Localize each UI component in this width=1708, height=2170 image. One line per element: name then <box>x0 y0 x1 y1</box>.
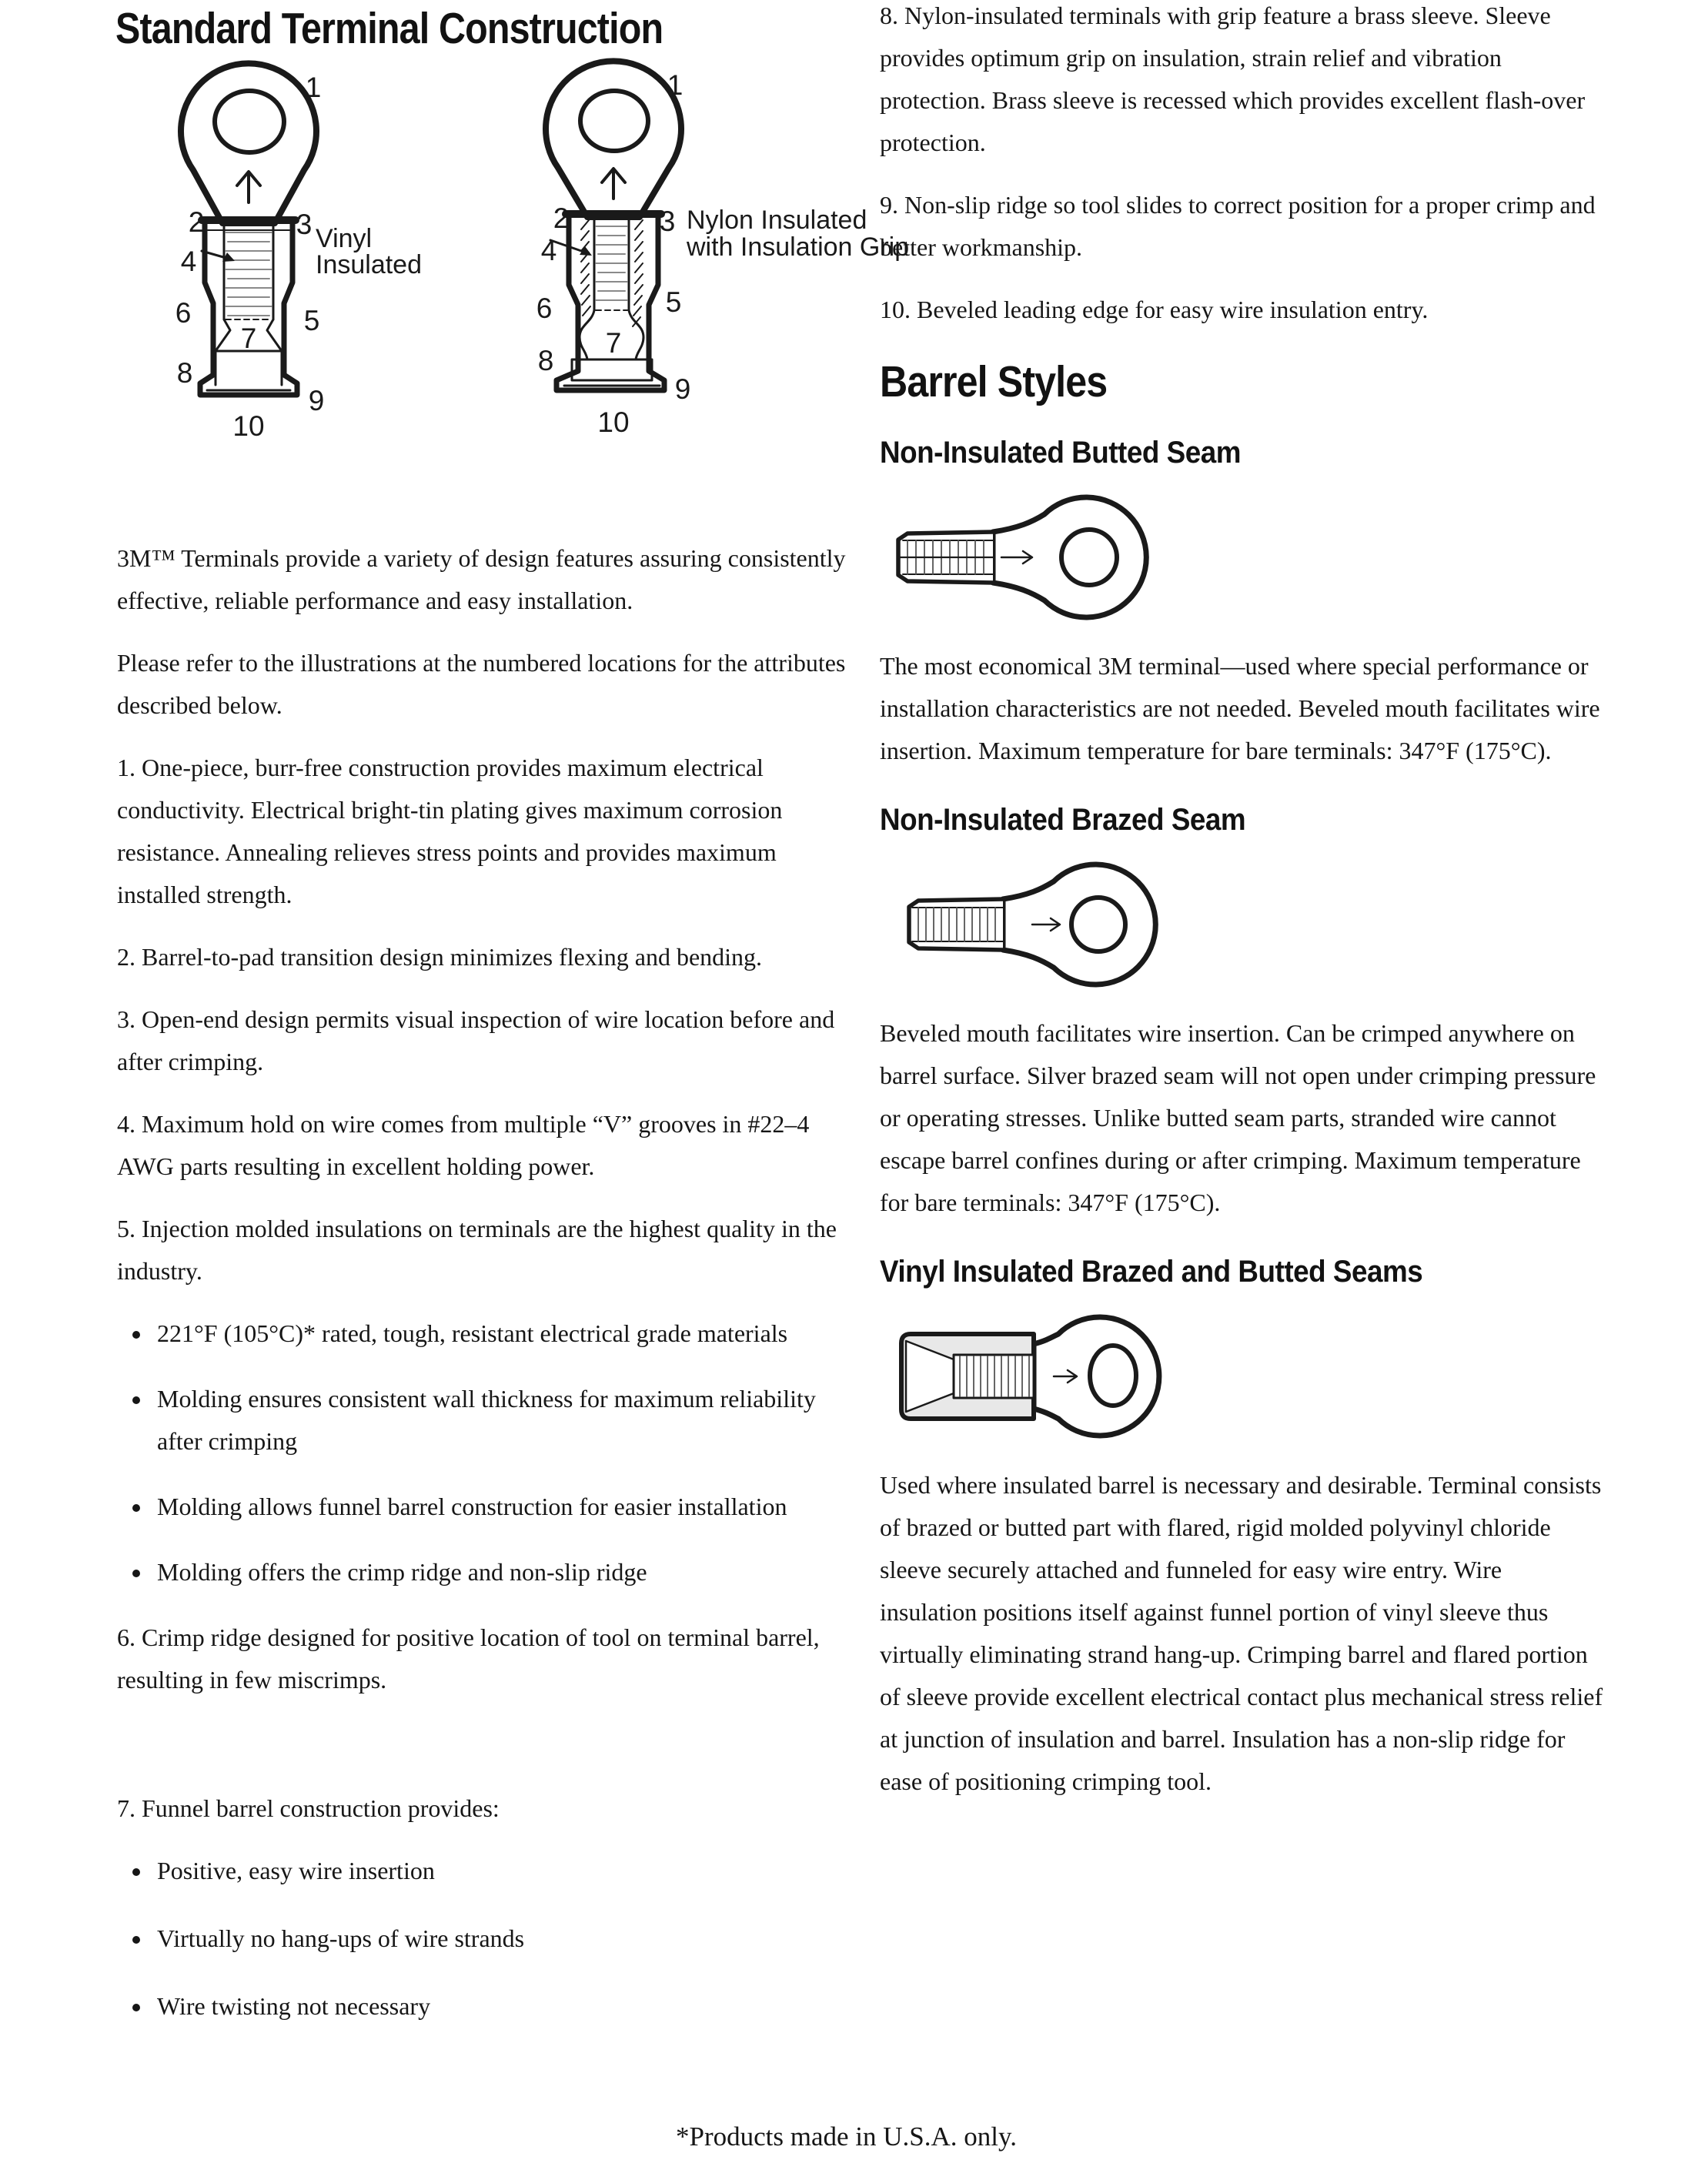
ring-hole <box>580 91 648 151</box>
callout-5: 5 <box>303 305 320 336</box>
made-in-usa-footnote: *Products made in U.S.A. only. <box>676 2122 1017 2152</box>
feature-3: 3. Open-end design permits visual inspection of wire location before and after crimping. <box>117 1005 835 1075</box>
non-insulated-butted-seam-diagram <box>880 491 1165 624</box>
list-item: • Positive, easy wire insertion <box>152 1850 850 1892</box>
funnel-bullet-list <box>117 1850 850 2028</box>
section-heading: Non-Insulated Butted Seam <box>880 436 1241 470</box>
ring-hole <box>215 91 284 152</box>
grip-curve-left <box>580 310 594 359</box>
list-item: • Molding allows funnel barrel construction for easier installation <box>152 1486 850 1528</box>
feature-6: 6. Crimp ridge designed for positive location of tool on terminal barrel, resulting in few miscrimps. <box>117 1623 820 1694</box>
cup-outline <box>207 351 290 390</box>
intro-paragraph-2: Please refer to the illustrations at the numbered locations for the attributes described below. <box>117 649 846 719</box>
right-column <box>880 0 1603 1826</box>
barrel-sides <box>224 224 273 319</box>
list-item: • Virtually no hang-ups of wire strands <box>152 1918 850 1960</box>
page-title: Standard Terminal Construction <box>115 4 663 53</box>
non-insulated-brazed-seam-diagram <box>880 858 1165 991</box>
vinyl-insulated-seam-diagram <box>880 1310 1172 1443</box>
callout-6: 6 <box>175 297 192 329</box>
standard-terminal-construction-figure <box>0 54 954 523</box>
section-body: Beveled mouth facilitates wire insertion. Can be crimped anywhere on barrel surface. Silver brazed seam will not open under crimping pressure or operating stresses. Unlike butted seam parts, stranded wire cannot escape barrel confines during or after crimping. Maximum temperature for bare terminals: 347°F (175°C). <box>880 1019 1596 1216</box>
section-heading: Non-Insulated Brazed Seam <box>880 803 1246 837</box>
grip-curve-right <box>629 310 643 359</box>
molding-bullet-list <box>117 1312 850 1593</box>
nylon-insulated-terminal-diagram <box>506 54 937 516</box>
barrel-outline <box>909 899 1003 950</box>
vinyl-label-line1: Vinyl <box>316 224 373 253</box>
callout-7: 7 <box>240 323 257 354</box>
feature-1: 1. One-piece, burr-free construction provides maximum electrical conductivity. Electrical bright-tin plating gives maximum corrosion resistance. Annealing relieves stress points and provides maximum installed strength. <box>117 754 783 908</box>
callout-8: 8 <box>537 345 554 376</box>
callout-2: 2 <box>188 206 205 238</box>
callout-2: 2 <box>553 202 570 234</box>
list-item: • Molding ensures consistent wall thickness for maximum reliability after crimping <box>152 1378 850 1463</box>
callout-9: 9 <box>308 385 325 416</box>
intro-paragraph-1: 3M™ Terminals provide a variety of design features assuring consistently effective, reliable performance and easy installation. <box>117 544 846 614</box>
section-vinyl-insulated <box>880 1255 1603 1803</box>
feature-2: 2. Barrel-to-pad transition design minimizes flexing and bending. <box>117 943 763 971</box>
list-item: • 221°F (105°C)* rated, tough, resistant electrical grade materials <box>152 1312 850 1355</box>
vinyl-insulated-terminal-diagram <box>141 54 433 516</box>
feature-7: 7. Funnel barrel construction provides: <box>117 1794 500 1822</box>
ring-hole <box>1071 898 1125 951</box>
section-heading: Vinyl Insulated Brazed and Butted Seams <box>880 1255 1423 1289</box>
barrel-serrations <box>596 226 627 300</box>
callout-3: 3 <box>659 206 676 237</box>
section-body: The most economical 3M terminal—used where special performance or installation characteristics are not needed. Beveled mouth facilitates wire insertion. Maximum temperature for bare terminals: 347°F (175°C). <box>880 652 1600 764</box>
feature-10: 10. Beveled leading edge for easy wire insulation entry. <box>880 296 1429 323</box>
feature-8: 8. Nylon-insulated terminals with grip feature a brass sleeve. Sleeve provides optimum grip on insulation, strain relief and vibration protection. Brass sleeve is recessed which provides excellent flash-over protection. <box>880 2 1586 156</box>
callout-4: 4 <box>540 235 557 266</box>
callout-1: 1 <box>667 69 684 101</box>
barrel-styles-heading: Barrel Styles <box>880 357 1108 406</box>
barrel-serrations <box>226 232 272 316</box>
feature-4: 4. Maximum hold on wire comes from multiple “V” grooves in #22–4 AWG parts resulting in excellent holding power. <box>117 1110 810 1180</box>
callout-8: 8 <box>176 357 193 389</box>
list-item: • Wire twisting not necessary <box>152 1985 850 2028</box>
callout-10: 10 <box>232 410 265 442</box>
callout-3: 3 <box>296 209 313 240</box>
callout-5: 5 <box>665 286 682 318</box>
section-body: Used where insulated barrel is necessary and desirable. Terminal consists of brazed or butted part with flared, rigid molded polyvinyl chloride sleeve securely attached and funneled for easy wire entry. Wire insulation positions itself against funnel portion of vinyl sleeve thus virtually eliminating strand hang-up. Crimping barrel and flared portion of sleeve provide excellent electrical contact plus mechanical stress relief at junction of insulation and barrel. Insulation has a non-slip ridge for ease of positioning crimping tool. <box>880 1471 1603 1795</box>
nylon-label-line2: with Insulation Grip <box>687 232 910 262</box>
feature-9: 9. Non-slip ridge so tool slides to correct position for a proper crimp and better workmanship. <box>880 191 1596 261</box>
callout-6: 6 <box>536 293 553 324</box>
left-column <box>117 537 850 2053</box>
callout-10: 10 <box>597 406 630 438</box>
callout-9: 9 <box>674 373 691 405</box>
callout-4: 4 <box>180 246 197 277</box>
section-butted-seam <box>880 436 1603 772</box>
nylon-label-line1: Nylon Insulated <box>687 206 867 235</box>
ring-hole <box>1061 530 1117 585</box>
list-item: • Molding offers the crimp ridge and non-slip ridge <box>152 1551 850 1593</box>
feature-5: 5. Injection molded insulations on terminals are the highest quality in the industry. <box>117 1215 837 1285</box>
callout-1: 1 <box>305 72 322 103</box>
callout-7: 7 <box>605 327 622 359</box>
brass-sleeve-band <box>572 359 652 380</box>
ring-hole <box>1090 1346 1136 1406</box>
section-brazed-seam <box>880 803 1603 1224</box>
vinyl-label-line2: Insulated <box>316 250 422 279</box>
